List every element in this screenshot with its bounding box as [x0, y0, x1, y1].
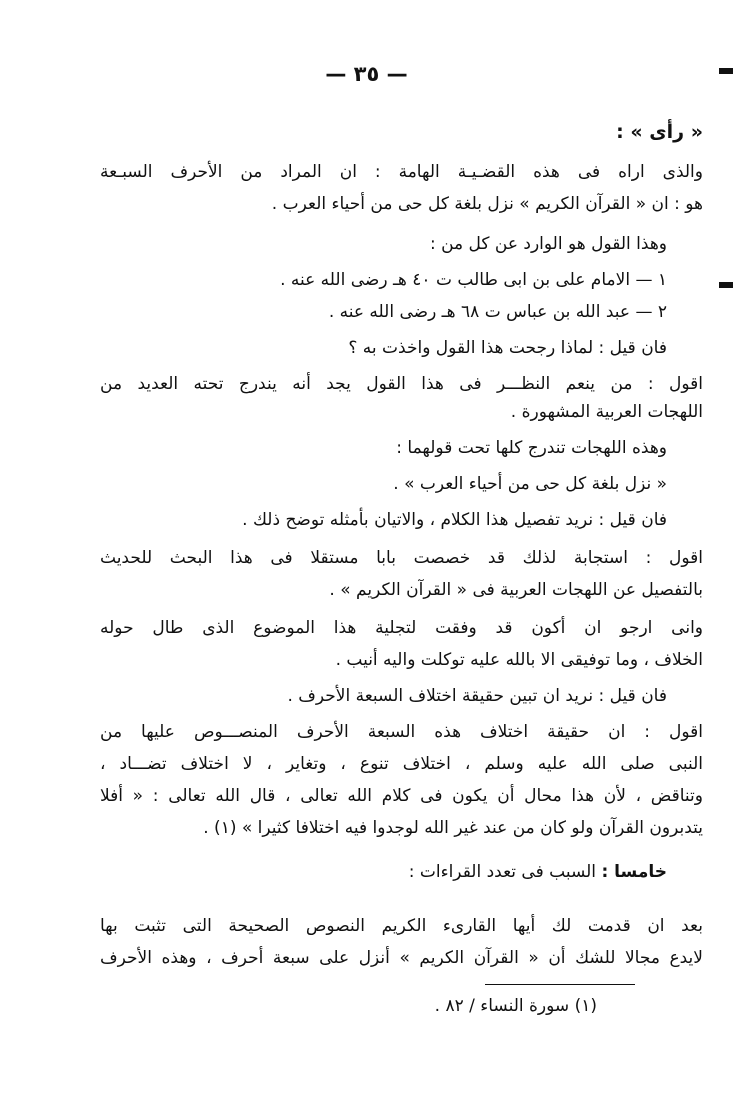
- text-line: وهذه اللهجات تندرج كلها تحت قولهما :: [396, 438, 667, 458]
- text-line: وتناقض ، لأن هذا محال أن يكون فى كلام الله تعالى ، قال الله تعالى : « أفلا: [100, 786, 703, 806]
- section-heading-opinion: « رأى » :: [616, 121, 703, 143]
- text-line: « نزل بلغة كل حى من أحياء العرب » .: [393, 474, 667, 494]
- text-line: فان قيل : نريد تفصيل هذا الكلام ، والاتيان بأمثله توضح ذلك .: [242, 510, 667, 530]
- text-line: اقول : من ينعم النظـــر فى هذا القول يجد أنه يندرج تحته العديد من: [100, 374, 703, 394]
- text-line: يتدبرون القرآن ولو كان من عند غير الله لوجدوا فيه اختلافا كثيرا » (١) .: [203, 818, 703, 838]
- heading-text: السبب فى تعدد القراءات :: [408, 862, 597, 882]
- text-line: بالتفصيل عن اللهجات العربية فى « القرآن الكريم » .: [329, 580, 703, 600]
- text-line: وانى ارجو ان أكون قد وفقت لتجلية هذا الموضوع الذى طال حوله: [100, 618, 703, 638]
- text-line: هو : ان « القرآن الكريم » نزل بلغة كل حى من أحياء العرب .: [271, 194, 703, 214]
- text-line: اقول : ان حقيقة اختلاف هذه السبعة الأحرف المنصـــوص عليها من: [100, 722, 703, 742]
- footnote-separator: [485, 984, 635, 985]
- list-item: ١ — الامام على بن ابى طالب ت ٤٠ هـ رضى الله عنه .: [280, 270, 667, 290]
- footnote: (١) سورة النساء / ٨٢ .: [434, 996, 597, 1016]
- text-line: الخلاف ، وما توفيقى الا بالله عليه توكلت واليه أنيب .: [335, 650, 703, 670]
- text-line: اللهجات العربية المشهورة .: [510, 402, 703, 422]
- heading-label: خامسا :: [601, 862, 667, 882]
- section-heading-fifth: [60, 860, 667, 884]
- text-line: النبى صلى الله عليه وسلم ، اختلاف تنوع ، وتغاير ، لا اختلاف تضـــاد ،: [100, 754, 703, 774]
- text-line: لايدع مجالا للشك أن « القرآن الكريم » أنزل على سبعة أحرف ، وهذه الأحرف: [100, 948, 703, 968]
- text-line: وهذا القول هو الوارد عن كل من :: [429, 234, 667, 254]
- scan-edge-mark: [719, 282, 733, 288]
- text-line: اقول : استجابة لذلك قد خصصت بابا مستقلا فى هذا البحث للحديث: [100, 548, 703, 568]
- page-number: — ٣٥ —: [325, 62, 408, 86]
- text-line: فان قيل : نريد ان تبين حقيقة اختلاف السبعة الأحرف .: [287, 686, 667, 706]
- text-line: والذى اراه فى هذه القضـيـة الهامة : ان المراد من الأحرف السبـعة: [100, 162, 703, 182]
- text-line: بعد ان قدمت لك أيها القارىء الكريم النصوص الصحيحة التى تثبت بها: [100, 916, 703, 936]
- text-line: فان قيل : لماذا رجحت هذا القول واخذت به ؟: [348, 338, 667, 358]
- list-item: ٢ — عبد الله بن عباس ت ٦٨ هـ رضى الله عنه .: [328, 302, 667, 322]
